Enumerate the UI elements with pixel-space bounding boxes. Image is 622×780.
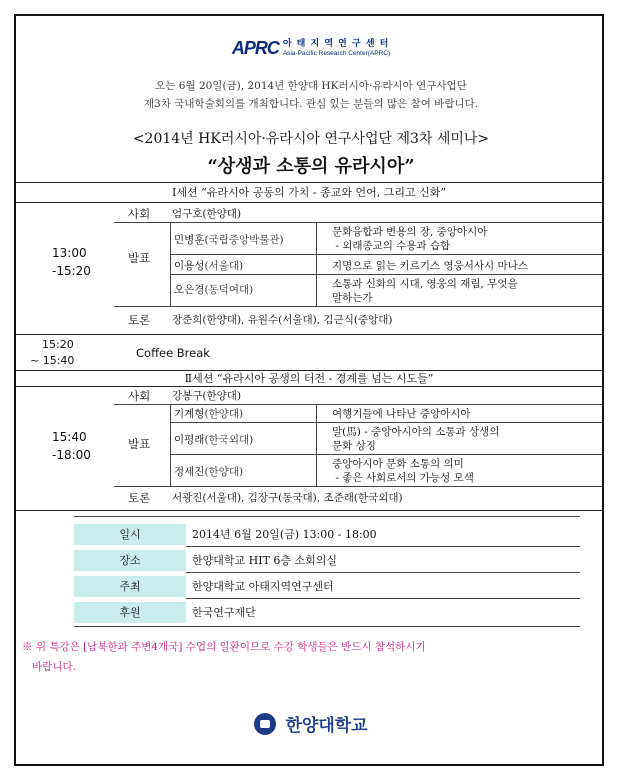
- presenter-name: 기계형: [174, 408, 205, 420]
- poster-frame: [14, 14, 604, 766]
- session1-discussion: 장준희(한양대), 유원수(서울대), 김근식(중앙대): [172, 314, 393, 326]
- intro-line-2: 제3차 국내학술회의를 개최합니다. 관심 있는 분들의 많은 참여 바랍니다.: [143, 98, 479, 110]
- notice-line-2: 바랍니다.: [22, 661, 76, 673]
- info-label-venue: 장소: [74, 550, 186, 571]
- session1-presentation-label: 발표: [128, 251, 151, 265]
- presenter-affiliation: (국립중앙박물관): [204, 234, 284, 246]
- row-line: [114, 404, 602, 405]
- session2-presenter-2: [174, 432, 253, 447]
- session1-discussion-label: 토론: [128, 313, 151, 327]
- presenter-affiliation: (동덕여대): [204, 284, 254, 296]
- presenter-affiliation: (서울대): [204, 260, 244, 272]
- presenter-name: 정세진: [174, 466, 205, 478]
- row-line: [170, 422, 602, 423]
- presenter-affiliation: (한국외대): [204, 434, 254, 446]
- info-top-line: [74, 516, 580, 517]
- row-line: [114, 306, 602, 307]
- presenter-name: 이용성: [174, 260, 205, 272]
- row-line: [186, 598, 580, 599]
- session2-time-end: -18:00: [52, 448, 91, 462]
- info-value-venue: 한양대학교 HIT 6층 소회의실: [192, 554, 338, 567]
- session1-topic-3a: 소통과 신화의 시대, 영웅의 재림, 무엇을: [332, 278, 518, 290]
- session1-topic-2a: 지명으로 읽는 키르기스 영웅서사시 마나스: [332, 260, 528, 272]
- university-emblem-icon: [254, 713, 276, 735]
- row-line: [114, 222, 602, 223]
- session1-topic-3b: 말하는가: [332, 292, 373, 304]
- divider: [16, 386, 602, 387]
- session2-discussion-label: 토론: [128, 491, 151, 505]
- notice-line-1: ※ 위 특강은 [남북한과 주변4개국] 수업의 일환이므로 수강 학생들은 반드시 참석하시기: [22, 641, 426, 653]
- row-line: [170, 274, 602, 275]
- presenter-name: 민병훈: [174, 234, 205, 246]
- session1-title: Ⅰ세션 “유라시아 공동의 가치 - 종교와 언어, 그리고 신화”: [172, 186, 446, 199]
- event-subtitle: “상생과 소통의 유라시아”: [207, 156, 415, 177]
- row-line: [114, 486, 602, 487]
- info-value-date: 2014년 6월 20일(금) 13:00 - 18:00: [192, 528, 377, 541]
- university-footer: [16, 711, 606, 736]
- row-line: [170, 454, 602, 455]
- info-label-host: 주최: [74, 576, 186, 597]
- event-title: <2014년 HK러시아·유라시아 연구사업단 제3차 세미나>: [132, 131, 490, 147]
- session1-chair: 엄구호(한양대): [172, 208, 242, 220]
- aprc-logo-mark: APRC: [231, 38, 279, 58]
- intro-line-1: 오는 6월 20일(금), 2014년 한양대 HK러시아·유라시아 연구사업단: [155, 80, 467, 92]
- info-label-date: 일시: [74, 524, 186, 545]
- session2-chair: 강봉구(한양대): [172, 390, 242, 402]
- aprc-logo: [16, 38, 606, 59]
- session1-presenter-1: [174, 232, 284, 247]
- info-value-sponsor: 한국연구재단: [192, 606, 256, 619]
- session1-time-start: 13:00: [52, 246, 87, 260]
- info-value-host: 한양대학교 아태지역연구센터: [192, 580, 334, 593]
- row-line: [186, 572, 580, 573]
- aprc-logo-korean: 아 태 지 역 연 구 센 터: [282, 38, 390, 49]
- session2-time-start: 15:40: [52, 430, 87, 444]
- row-line: [186, 546, 580, 547]
- divider: [16, 182, 602, 183]
- session2-presenter-3: [174, 464, 243, 479]
- session2-chair-label: 사회: [128, 389, 151, 403]
- break-time-end: ~ 15:40: [30, 354, 75, 367]
- session2-topic-2b: 문화 상징: [332, 440, 376, 452]
- university-name: 한양대학교: [285, 716, 368, 736]
- divider: [16, 334, 602, 335]
- info-bottom-line: [74, 626, 580, 627]
- session1-time-end: -15:20: [52, 264, 91, 278]
- session1-presenter-3: [174, 282, 253, 297]
- presenter-name: 이평래: [174, 434, 205, 446]
- column-line: [170, 222, 171, 306]
- session1-topic-1b: - 외래종교의 수용과 습합: [332, 240, 451, 252]
- session2-topic-3a: 중앙아시아 문화 소통의 의미: [332, 458, 464, 470]
- column-line: [316, 222, 317, 306]
- session1-chair-label: 사회: [128, 207, 151, 221]
- session2-title: Ⅱ세션 “유라시아 공생의 터전 - 경계를 넘는 시도들”: [184, 372, 434, 385]
- session2-presentation-label: 발표: [128, 437, 151, 451]
- divider: [16, 510, 602, 511]
- session1-presenter-2: [174, 258, 243, 273]
- session1-topic-1a: 문화융합과 변용의 장, 중앙아시아: [332, 226, 488, 238]
- presenter-affiliation: (한양대): [204, 408, 244, 420]
- break-time-start: 15:20: [42, 338, 74, 351]
- column-line: [170, 404, 171, 486]
- divider: [16, 202, 602, 203]
- coffee-break-label: Coffee Break: [136, 346, 210, 360]
- session2-topic-1a: 여행기들에 나타난 중앙아시아: [332, 408, 471, 420]
- info-label-sponsor: 후원: [74, 602, 186, 623]
- column-line: [316, 404, 317, 486]
- aprc-logo-english: Asia-Pacific Research Center(APRC): [282, 49, 391, 57]
- row-line: [170, 254, 602, 255]
- session2-discussion: 서광진(서울대), 김장구(동국대), 조준래(한국외대): [172, 492, 403, 504]
- presenter-affiliation: (한양대): [204, 466, 244, 478]
- session2-topic-3b: - 좋은 사회로서의 가능성 모색: [332, 472, 474, 484]
- presenter-name: 오은경: [174, 284, 205, 296]
- session2-presenter-1: [174, 406, 243, 421]
- session2-topic-2a: 말(馬) - 중앙아시아의 소통과 상생의: [332, 426, 500, 438]
